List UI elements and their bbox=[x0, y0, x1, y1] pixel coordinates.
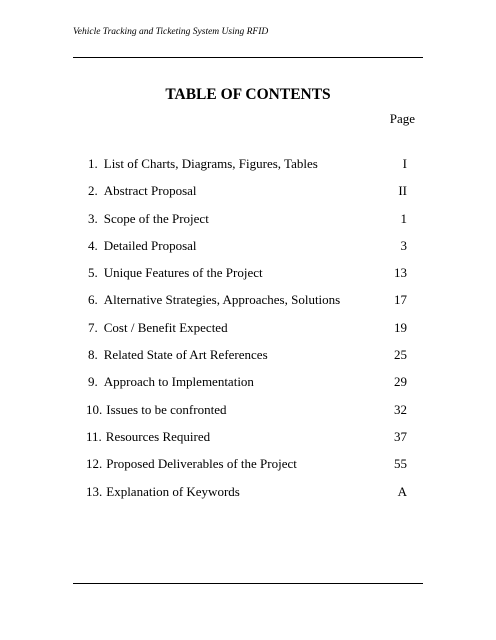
toc-entry-text bbox=[88, 428, 210, 446]
toc-entry-page: 3 bbox=[400, 237, 407, 253]
toc-entry-text bbox=[88, 483, 240, 501]
toc-entry-number: 7. bbox=[88, 319, 98, 335]
toc-entry-label: Explanation of Keywords bbox=[106, 483, 240, 499]
toc-entry-number: 4. bbox=[88, 237, 98, 253]
toc-title: TABLE OF CONTENTS bbox=[165, 86, 331, 103]
toc-entry-text bbox=[88, 155, 318, 173]
toc-entry-text bbox=[88, 346, 268, 364]
toc-entry bbox=[88, 210, 407, 237]
toc-entry-text bbox=[88, 291, 340, 309]
toc-entry-number: 2. bbox=[88, 183, 98, 199]
toc-entry bbox=[88, 401, 407, 428]
toc-entry bbox=[88, 155, 407, 182]
toc-entry-label: Scope of the Project bbox=[103, 210, 209, 226]
toc-entry-number: 3. bbox=[88, 210, 98, 226]
toc-entry-number: 13. bbox=[86, 483, 103, 499]
toc-entry-text bbox=[88, 401, 226, 419]
toc-entry-page: II bbox=[398, 183, 407, 199]
toc-entry-text bbox=[88, 237, 197, 255]
toc-entry bbox=[88, 455, 407, 482]
toc-entry-number: 9. bbox=[88, 374, 98, 390]
toc-entry-label: Detailed Proposal bbox=[103, 237, 197, 253]
toc-entry-page: I bbox=[402, 156, 407, 171]
toc-entry-number: 6. bbox=[88, 292, 98, 308]
toc-entry-page: 13 bbox=[394, 265, 407, 281]
toc-entry bbox=[88, 428, 407, 455]
toc-entry-page: 37 bbox=[394, 428, 407, 444]
toc-entry-text bbox=[88, 182, 197, 200]
toc-entry-page: 1 bbox=[400, 210, 407, 226]
toc-entry bbox=[88, 237, 407, 264]
toc-entry-text bbox=[88, 264, 263, 282]
toc-entry-page: 32 bbox=[394, 401, 407, 417]
toc-list bbox=[88, 155, 407, 510]
toc-entry-text bbox=[88, 455, 297, 473]
toc-entry-label: Resources Required bbox=[105, 428, 211, 444]
footer-rule bbox=[73, 583, 423, 584]
toc-entry-text bbox=[88, 319, 228, 337]
toc-entry-number: 12. bbox=[86, 456, 103, 472]
toc-entry-label: Unique Features of the Project bbox=[103, 265, 263, 281]
toc-entry-label: Abstract Proposal bbox=[103, 183, 197, 199]
toc-entry-page: 55 bbox=[394, 456, 407, 472]
toc-entry-label: List of Charts, Diagrams, Figures, Tables bbox=[103, 156, 318, 171]
toc-entry bbox=[88, 373, 407, 400]
toc-entry bbox=[88, 291, 407, 318]
toc-entry-number: 11. bbox=[86, 428, 102, 444]
toc-entry-label: Related State of Art References bbox=[103, 347, 268, 363]
toc-entry bbox=[88, 319, 407, 346]
toc-entry-label: Approach to Implementation bbox=[103, 374, 254, 390]
toc-entry-label: Alternative Strategies, Approaches, Solutions bbox=[103, 292, 341, 308]
toc-entry bbox=[88, 264, 407, 291]
toc-entry-text bbox=[88, 373, 254, 391]
page-column-label: Page bbox=[389, 111, 415, 126]
running-header: Vehicle Tracking and Ticketing System Using RFID bbox=[73, 27, 269, 37]
toc-entry-page: 17 bbox=[394, 292, 407, 308]
toc-entry bbox=[88, 346, 407, 373]
toc-entry-number: 8. bbox=[88, 347, 98, 363]
toc-entry-page: 29 bbox=[394, 374, 407, 390]
header-rule bbox=[73, 57, 423, 58]
toc-entry-page: 25 bbox=[394, 347, 407, 363]
toc-entry-number: 1. bbox=[88, 156, 98, 171]
toc-entry-label: Proposed Deliverables of the Project bbox=[106, 456, 297, 472]
toc-entry-label: Issues to be confronted bbox=[106, 401, 227, 417]
toc-entry-number: 5. bbox=[88, 265, 98, 281]
toc-entry-number: 10. bbox=[86, 401, 103, 417]
toc-entry bbox=[88, 483, 407, 510]
toc-entry bbox=[88, 182, 407, 209]
toc-entry-label: Cost / Benefit Expected bbox=[103, 319, 228, 335]
toc-entry-page: A bbox=[397, 483, 407, 499]
toc-entry-text bbox=[88, 210, 209, 228]
toc-entry-page: 19 bbox=[394, 319, 407, 335]
